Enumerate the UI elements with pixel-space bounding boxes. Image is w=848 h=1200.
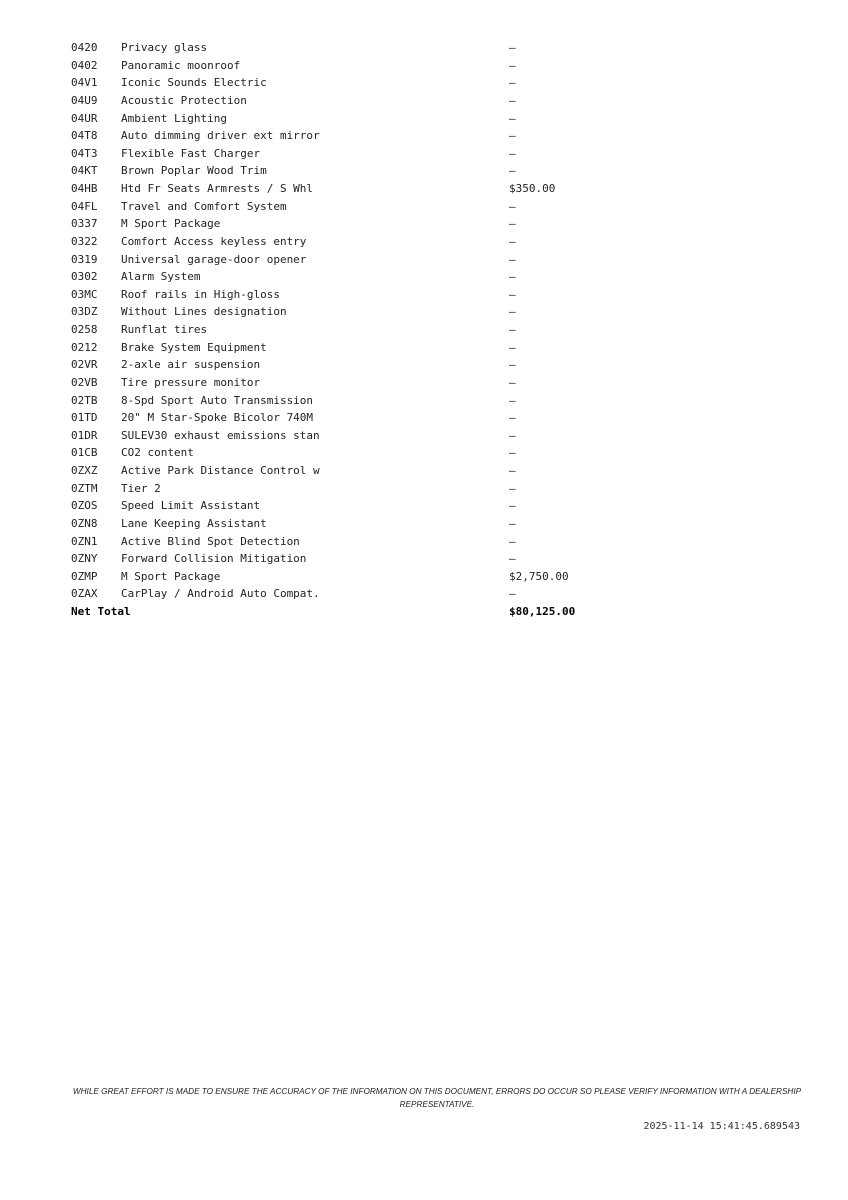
option-code: 0ZN8 [71, 516, 98, 530]
option-description: Runflat tires [121, 323, 208, 336]
option-row [71, 39, 599, 57]
option-code: 04KT [71, 164, 98, 178]
option-code: 04V1 [71, 76, 98, 90]
option-row [71, 215, 599, 233]
option-code: 03DZ [71, 305, 98, 319]
option-price: — [509, 552, 516, 566]
option-price: — [509, 217, 516, 231]
option-code: 0ZN1 [71, 534, 98, 548]
option-description: Auto dimming driver ext mirror [121, 129, 320, 143]
option-price: — [509, 587, 516, 601]
option-row [71, 251, 599, 269]
option-price: — [509, 287, 516, 301]
option-row [71, 321, 599, 339]
option-row [71, 127, 599, 145]
option-price: — [509, 58, 516, 72]
option-code: 02VB [71, 375, 98, 389]
option-price: $2,750.00 [509, 569, 569, 583]
option-description: Brown Poplar Wood Trim [121, 164, 267, 178]
option-row [71, 286, 599, 304]
option-description: Ambient Lighting [121, 111, 227, 125]
option-description: 20" M Star-Spoke Bicolor 740M [121, 411, 314, 425]
option-code: 0ZAX [71, 587, 98, 601]
option-description: Alarm System [121, 270, 201, 284]
option-row [71, 268, 599, 286]
option-code: 0258 [71, 323, 98, 336]
option-price: — [509, 499, 516, 513]
option-price: — [509, 446, 516, 460]
option-price: — [509, 534, 516, 548]
option-row [71, 409, 599, 427]
option-price: $350.00 [509, 182, 556, 195]
option-code: 0ZNY [71, 552, 98, 566]
option-description: Roof rails in High-gloss [121, 287, 280, 301]
option-price: — [509, 252, 516, 266]
option-code: 0402 [71, 58, 98, 72]
option-row [71, 444, 599, 462]
option-row [71, 92, 599, 110]
option-description: Without Lines designation [121, 305, 287, 319]
option-code: 02TB [71, 393, 98, 407]
option-row [71, 110, 599, 128]
option-description: CO2 content [121, 446, 194, 460]
option-code: 0302 [71, 270, 98, 284]
option-description: Speed Limit Assistant [121, 499, 261, 513]
option-description: Acoustic Protection [121, 93, 247, 107]
option-price: — [509, 516, 516, 530]
option-price: — [509, 393, 516, 407]
option-description: Tire pressure monitor [121, 375, 261, 389]
option-description: Tier 2 [121, 481, 161, 495]
disclaimer-text: WHILE GREAT EFFORT IS MADE TO ENSURE THE ACCURACY OF THE INFORMATION ON THIS DOCUMENT, ERRORS DO OCCUR SO PLEASE VERIFY INFORMATION WITH A DEALERSHIP REPRESENTATIVE. [72, 1087, 802, 1109]
option-price: — [509, 146, 516, 160]
option-code: 02VR [71, 358, 98, 372]
option-description: Iconic Sounds Electric [121, 76, 267, 90]
option-row [71, 462, 599, 480]
option-row [71, 515, 599, 533]
option-row [71, 180, 599, 198]
option-price: — [509, 129, 516, 143]
option-description: Lane Keeping Assistant [121, 516, 267, 530]
option-price: — [509, 358, 516, 372]
option-code: 0ZXZ [71, 464, 98, 477]
option-code: 04FL [71, 199, 98, 213]
option-price: — [509, 375, 516, 389]
option-description: Active Blind Spot Detection [121, 534, 300, 548]
option-price: — [509, 411, 516, 425]
option-description: Flexible Fast Charger [121, 146, 261, 160]
option-code: 04U9 [71, 93, 98, 107]
option-description: CarPlay / Android Auto Compat. [121, 587, 320, 601]
option-row [71, 162, 599, 180]
net-total-label: Net Total [71, 605, 131, 618]
option-code: 04HB [71, 182, 98, 195]
option-row [71, 568, 599, 586]
option-row [71, 356, 599, 374]
option-row [71, 497, 599, 515]
option-code: 0322 [71, 234, 98, 248]
option-price: — [509, 481, 516, 495]
option-price: — [509, 76, 516, 90]
option-code: 03MC [71, 287, 98, 301]
option-code: 04UR [71, 111, 98, 125]
options-table-body [71, 39, 599, 603]
option-row [71, 198, 599, 216]
option-code: 0ZTM [71, 481, 98, 495]
option-code: 01CB [71, 446, 98, 460]
options-table [71, 39, 599, 621]
option-code: 04T8 [71, 129, 98, 143]
print-timestamp: 2025-11-14 15:41:45.689543 [643, 1121, 800, 1132]
option-price: — [509, 340, 516, 354]
net-total-row [71, 603, 599, 621]
option-code: 0212 [71, 340, 98, 354]
option-description: Active Park Distance Control w [121, 464, 320, 477]
option-price: — [509, 41, 516, 54]
option-row [71, 550, 599, 568]
option-description: 8-Spd Sport Auto Transmission [121, 393, 314, 407]
option-row [71, 57, 599, 75]
option-row [71, 233, 599, 251]
option-code: 0337 [71, 217, 98, 231]
option-row [71, 374, 599, 392]
option-description: 2-axle air suspension [121, 358, 261, 372]
option-row [71, 145, 599, 163]
option-row [71, 339, 599, 357]
option-code: 0319 [71, 252, 98, 266]
option-code: 0ZOS [71, 499, 98, 513]
option-description: Universal garage-door opener [121, 252, 307, 266]
option-price: — [509, 270, 516, 284]
option-description: M Sport Package [121, 217, 221, 231]
option-code: 0420 [71, 41, 98, 54]
option-row [71, 392, 599, 410]
option-row [71, 585, 599, 603]
option-description: M Sport Package [121, 569, 221, 583]
option-code: 01DR [71, 428, 98, 442]
option-description: Htd Fr Seats Armrests / S Whl [121, 182, 314, 195]
option-description: Privacy glass [121, 41, 208, 54]
option-description: Forward Collision Mitigation [121, 552, 307, 566]
option-price: — [509, 428, 516, 442]
option-row [71, 427, 599, 445]
option-price: — [509, 93, 516, 107]
option-price: — [509, 305, 516, 319]
option-description: Comfort Access keyless entry [121, 234, 307, 248]
option-row [71, 74, 599, 92]
option-price: — [509, 111, 516, 125]
option-description: Panoramic moonroof [121, 58, 241, 72]
option-price: — [509, 199, 516, 213]
option-description: SULEV30 exhaust emissions stan [121, 428, 320, 442]
option-description: Brake System Equipment [121, 340, 267, 354]
option-price: — [509, 464, 516, 477]
option-price: — [509, 234, 516, 248]
option-price: — [509, 164, 516, 178]
option-code: 04T3 [71, 146, 98, 160]
option-row [71, 480, 599, 498]
option-row [71, 303, 599, 321]
option-code: 0ZMP [71, 569, 98, 583]
option-code: 01TD [71, 411, 98, 425]
option-price: — [509, 323, 516, 336]
net-total-value: $80,125.00 [509, 605, 576, 618]
option-description: Travel and Comfort System [121, 199, 287, 213]
option-row [71, 533, 599, 551]
